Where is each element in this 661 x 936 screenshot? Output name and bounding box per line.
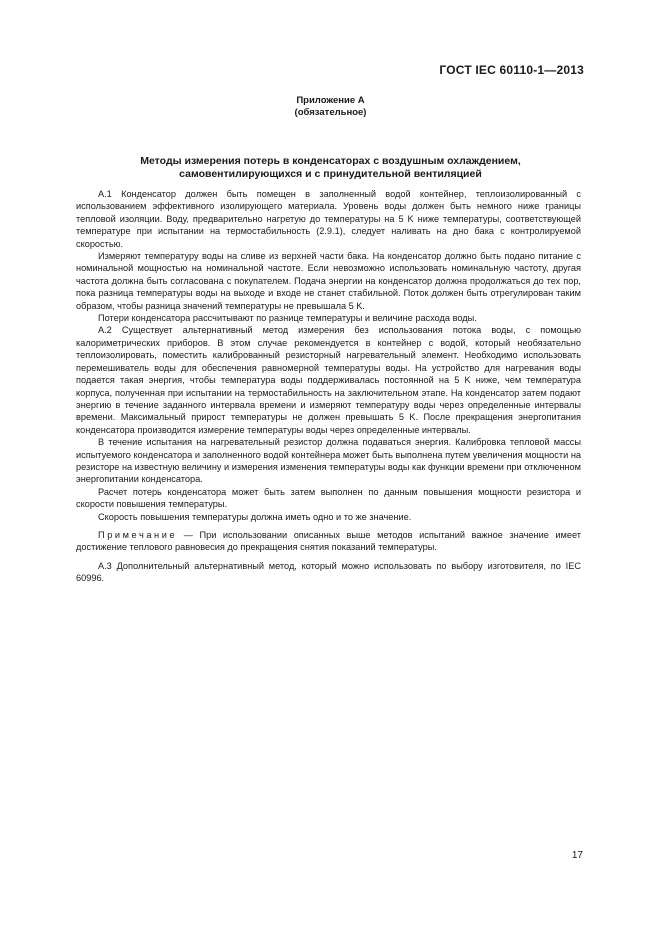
paragraph-a3: А.3 Дополнительный альтернативный метод, который можно использовать по выбору изготовителя, по IEC 60996.	[76, 560, 581, 584]
paragraph-a1: А.1 Конденсатор должен быть помещен в заполненный водой контейнер, теплоизолированный с использованием эффективного изолирующего материала. Уровень воды должен быть немного ниже границы тепловой изоляции. Воду, предварительно нагретую до температуры на 5 K ниже температуры, соответствующей температуре при испытании на термостабильность (2.9.1), следует наливать на дно бака с контролируемой скоростью.	[76, 189, 581, 249]
paragraph: Потери конденсатора рассчитывают по разнице температуры и величине расхода воды.	[98, 313, 477, 324]
note	[76, 529, 581, 554]
annex-heading	[0, 95, 661, 119]
note-label: Примечание	[98, 529, 178, 540]
section-title	[80, 155, 581, 181]
paragraph: Скорость повышения температуры должна иметь одно и то же значение.	[98, 511, 412, 522]
section-title-line-1: Методы измерения потерь в конденсаторах с воздушным охлаждением,	[140, 155, 521, 167]
body-text	[76, 188, 581, 585]
paragraph: В течение испытания на нагревательный резистор должна подаваться энергия. Калибровка тепловой массы испытуемого конденсатора и заполненного водой контейнера может быть выполнена путем увеличения мощности на резисторе на известную величину и измерения изменения температуры воды как функции времени при отключенном энергопитании конденсатора.	[76, 437, 581, 485]
annex-status: (обязательное)	[294, 107, 367, 118]
page-number: 17	[571, 850, 583, 861]
paragraph-a2: А.2 Существует альтернативный метод измерения без использования потока воды, с помощью калориметрических приборов. В этом случае рекомендуется в контейнер с водой, который необязательно теплоизолировать, поместить калиброванный резисторный нагревательный элемент. Необходимо использовать перемешиватель воды для обеспечения равномерной температуры воды. На устройство для нагревания воды подается такая энергия, чтобы температура воды поддерживалась постоянной на 5 K ниже, чем температура корпуса, полученная при испытании на термостабильность на заключительном этапе. На конденсатор затем подают энергию в течение заданного интервала времени и измеряют температуру воды через определенные интервалы времени. Максимальный прирост температуры не должен превышать 5 K. После прекращения энергопитания конденсатора производится измерение температуры воды через определенные интервалы.	[76, 325, 581, 435]
note-text: — При использовании описанных выше методов испытаний важное значение имеет достижение теплового равновесия до прекращения снятия показаний температуры.	[76, 529, 581, 553]
paragraph: Измеряют температуру воды на сливе из верхней части бака. На конденсатор должно быть подано питание с номинальной мощностью на номинальной частоте. Если невозможно использовать номинальную частоту, другая частота должна быть согласована с покупателем. Подача энергии на конденсатор должна продолжаться до тех пор, пока разница температуры воды на выходе и входе не станет стабильной. Поток должен быть отрегулирован таким образом, чтобы разница значений температуры не превышала 5 K.	[76, 251, 581, 311]
paragraph: Расчет потерь конденсатора может быть затем выполнен по данным повышения мощности резистора и скорости повышения температуры.	[76, 486, 581, 510]
standard-code: ГОСТ IEC 60110-1—2013	[439, 63, 584, 77]
annex-label: Приложение А	[296, 95, 365, 106]
section-title-line-2: самовентилирующихся и с принудительной вентиляцией	[179, 168, 482, 180]
